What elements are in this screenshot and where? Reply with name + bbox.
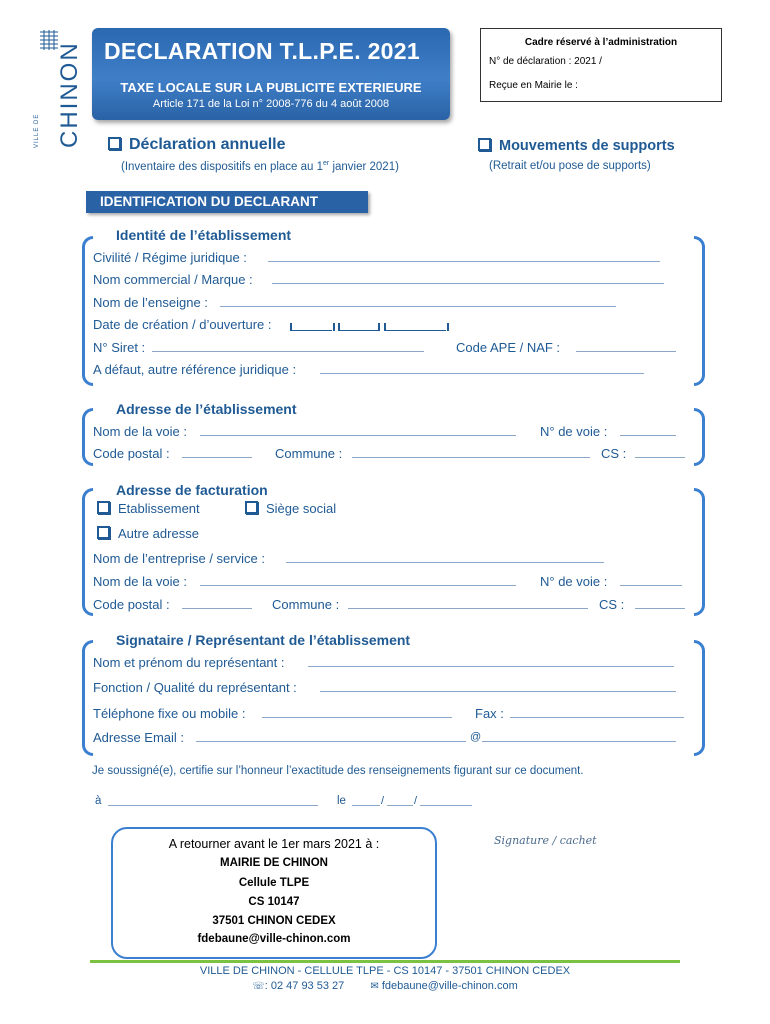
ape-field[interactable] (576, 339, 676, 352)
billing-commune-label: Commune : (272, 597, 340, 612)
phone-icon: ☏ (252, 981, 265, 992)
phone-label: Téléphone fixe ou mobile : (93, 706, 246, 721)
address-section-title: Adresse de l’établissement (116, 401, 297, 417)
identity-section-title: Identité de l’établissement (116, 227, 292, 243)
annual-note: (Inventaire des dispositifs en place au 1er janvier 2021) (121, 160, 399, 173)
return-address-box (111, 827, 437, 959)
billing-number-label: N° de voie : (540, 574, 608, 589)
footer-address: VILLE DE CHINON - CELLULE TLPE - CS 10147 - 37501 CHINON CEDEX (199, 965, 571, 977)
certification-text: Je soussigné(e), certifie sur l’honneur l’exactitude des renseignements figurant sur ce document. (92, 765, 584, 777)
representative-name-field[interactable] (308, 654, 674, 667)
other-ref-field[interactable] (320, 361, 644, 374)
postcode-label: Code postal : (93, 446, 170, 461)
civilite-label: Civilité / Régime juridique : (93, 250, 247, 265)
other-address-label: Autre adresse (118, 526, 199, 541)
place-label: à (95, 795, 102, 807)
return-email: fdebaune@ville-chinon.com (197, 933, 351, 945)
page-subtitle: TAXE LOCALE SUR LA PUBLICITE EXTERIEURE (120, 80, 422, 95)
function-field[interactable] (320, 679, 676, 692)
commercial-name-label: Nom commercial / Marque : (93, 272, 253, 287)
siret-field[interactable] (152, 339, 424, 352)
movements-checkbox[interactable] (478, 138, 491, 151)
billing-option-head-office[interactable] (245, 501, 336, 516)
commune-label: Commune : (275, 446, 343, 461)
head-office-checkbox[interactable] (245, 501, 258, 514)
footer-email: fdebaune@ville-chinon.com (381, 980, 518, 992)
postcode-field[interactable] (182, 445, 252, 458)
date-separator: / (414, 795, 418, 807)
mail-icon: ✉ (370, 981, 379, 992)
cs-field[interactable] (635, 445, 685, 458)
title-banner (92, 28, 450, 120)
footer-phone: 02 47 93 53 27 (270, 980, 345, 992)
received-date-label: Reçue en Mairie le : (489, 80, 578, 91)
creation-date-label: Date de création / d’ouverture : (93, 317, 272, 332)
signatory-section-title: Signataire / Représentant de l’établissement (116, 632, 411, 648)
bracket-right (694, 640, 705, 756)
logo-chinon: CHINON (56, 41, 83, 148)
bracket-left (82, 236, 93, 386)
siret-label: N° Siret : (93, 340, 146, 355)
date-year-field[interactable] (420, 795, 472, 806)
footer-divider (90, 960, 680, 963)
email-label: Adresse Email : (93, 730, 185, 745)
date-separator: / (381, 795, 385, 807)
billing-street-field[interactable] (200, 573, 516, 586)
street-field[interactable] (200, 423, 516, 436)
admin-title: Cadre réservé à l’administration (524, 37, 678, 48)
billing-street-label: Nom de la voie : (93, 574, 187, 589)
movements-label: Mouvements de supports (499, 138, 675, 154)
logo-ville-de: VILLE DE (34, 113, 40, 148)
billing-section-title: Adresse de facturation (116, 482, 268, 498)
return-cellule: Cellule TLPE (238, 877, 310, 889)
street-number-label: N° de voie : (540, 424, 608, 439)
movements-note: (Retrait et/ou pose de supports) (489, 160, 651, 172)
cs-label: CS : (601, 446, 627, 461)
bracket-right (694, 408, 705, 466)
ape-label: Code APE / NAF : (456, 340, 561, 355)
signature-label: Signature / cachet (494, 834, 597, 847)
company-field[interactable] (286, 550, 604, 563)
commune-field[interactable] (352, 445, 590, 458)
phone-field[interactable] (262, 705, 452, 718)
billing-option-other[interactable] (97, 526, 199, 541)
article-reference: Article 171 de la Loi n° 2008-776 du 4 août 2008 (152, 98, 390, 110)
return-mairie: MAIRIE DE CHINON (220, 857, 328, 869)
billing-cs-field[interactable] (635, 596, 685, 609)
bracket-left (82, 408, 93, 466)
representative-name-label: Nom et prénom du représentant : (93, 655, 285, 670)
city-logo (28, 30, 83, 170)
head-office-label: Siège social (266, 501, 337, 516)
street-number-field[interactable] (620, 423, 676, 436)
sign-name-label: Nom de l’enseigne : (93, 295, 208, 310)
other-ref-label: A défaut, autre référence juridique : (93, 362, 297, 377)
annual-label: Déclaration annuelle (129, 136, 286, 153)
fax-field[interactable] (510, 705, 684, 718)
date-label: le (337, 795, 346, 807)
place-field[interactable] (108, 795, 318, 806)
option-annual[interactable] (108, 136, 286, 154)
declaration-number-label: N° de déclaration : 2021 / (489, 56, 602, 67)
fax-label: Fax : (475, 706, 504, 721)
section-tab: IDENTIFICATION DU DECLARANT (86, 191, 368, 213)
other-address-checkbox[interactable] (97, 526, 110, 539)
bracket-left (82, 488, 93, 616)
bracket-right (694, 236, 705, 386)
billing-number-field[interactable] (620, 573, 682, 586)
date-month-field[interactable] (387, 795, 413, 806)
billing-commune-field[interactable] (348, 596, 588, 609)
civilite-field[interactable] (268, 249, 660, 262)
bracket-left (82, 640, 93, 756)
billing-postcode-label: Code postal : (93, 597, 170, 612)
company-label: Nom de l’entreprise / service : (93, 551, 265, 566)
billing-option-establishment[interactable] (97, 501, 200, 516)
sign-name-field[interactable] (220, 294, 616, 307)
email-at-sign: @ (470, 731, 482, 743)
email-user-field[interactable] (196, 729, 466, 742)
street-label: Nom de la voie : (93, 424, 187, 439)
annual-checkbox[interactable] (108, 137, 121, 150)
return-deadline: A retourner avant le 1er mars 2021 à : (168, 837, 380, 851)
billing-cs-label: CS : (599, 597, 625, 612)
establishment-checkbox[interactable] (97, 501, 110, 514)
commercial-name-field[interactable] (272, 271, 664, 284)
creation-date-field[interactable] (290, 318, 450, 330)
return-cs: CS 10147 (248, 896, 300, 908)
admin-reserved-box (480, 28, 722, 102)
establishment-label: Etablissement (118, 501, 200, 516)
footer-contact: ☏: 02 47 93 53 27 ✉ fdebaune@ville-chinon.com (252, 980, 518, 992)
option-movements[interactable] (478, 138, 675, 154)
return-cedex: 37501 CHINON CEDEX (212, 915, 336, 927)
function-label: Fonction / Qualité du représentant : (93, 680, 297, 695)
bracket-right (694, 488, 705, 616)
billing-postcode-field[interactable] (182, 596, 252, 609)
date-day-field[interactable] (352, 795, 380, 806)
page-title: DECLARATION T.L.P.E. 2021 (104, 38, 420, 64)
email-domain-field[interactable] (482, 729, 676, 742)
